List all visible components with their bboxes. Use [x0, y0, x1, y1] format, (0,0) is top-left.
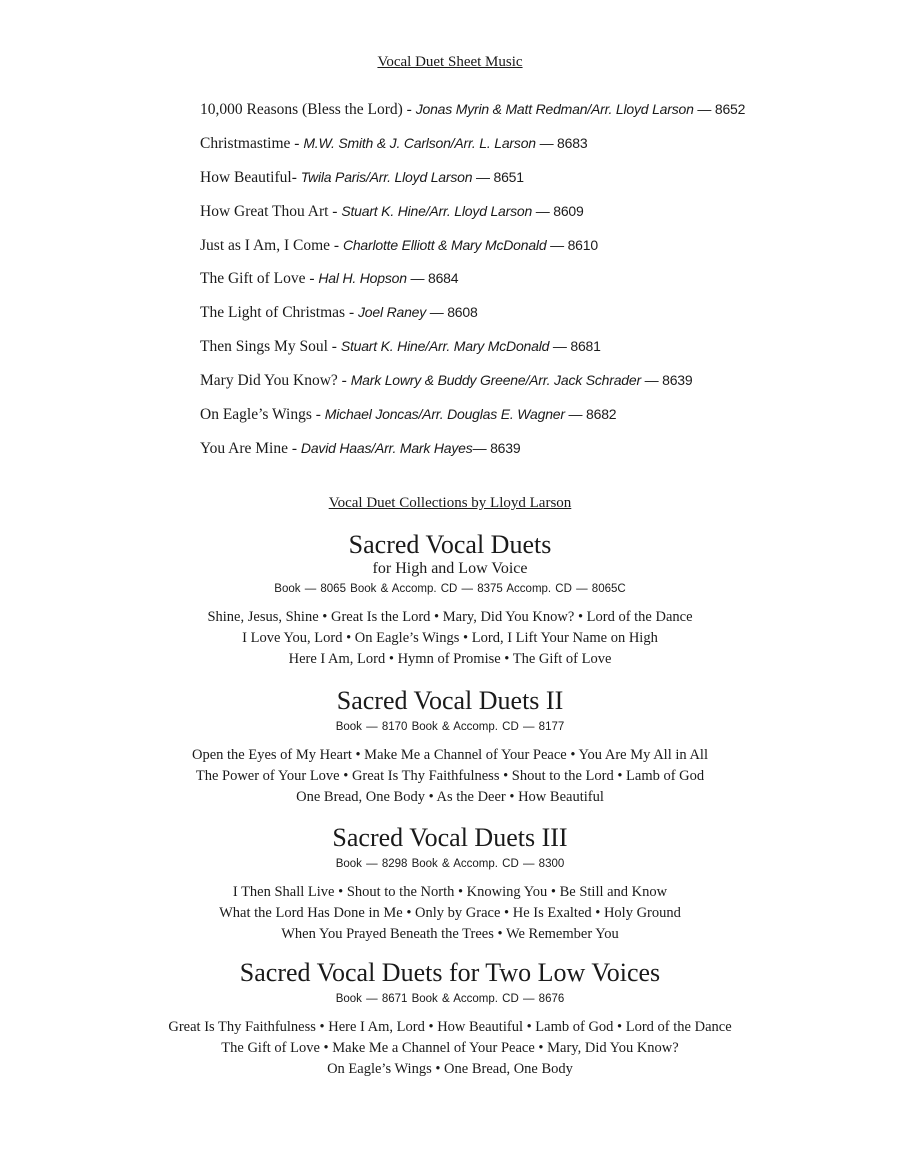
sheet-music-item	[200, 402, 880, 436]
song-line: Shine, Jesus, Shine • Great Is the Lord • Mary, Did You Know? • Lord of the Dance	[207, 609, 693, 625]
song-composer: Joel Raney	[358, 304, 427, 321]
song-line: One Bread, One Body • As the Deer • How Beautiful	[296, 789, 604, 805]
song-title: The Gift of Love -	[200, 270, 319, 288]
song-line: Open the Eyes of My Heart • Make Me a Channel of Your Peace • You Are My All in All	[192, 747, 708, 763]
song-code: — 8682	[564, 406, 617, 423]
collection-sacred-vocal-duets-ii	[0, 686, 900, 808]
song-title: Then Sings My Soul -	[200, 338, 341, 356]
collection-sacred-vocal-duets	[0, 530, 900, 670]
collection-title: Sacred Vocal Duets for Two Low Voices	[239, 958, 661, 987]
song-composer: M.W. Smith & J. Carlson/Arr. L. Larson	[303, 134, 536, 151]
sheet-music-item	[200, 165, 880, 199]
sheet-music-item	[200, 334, 880, 368]
song-title: Mary Did You Know? -	[200, 372, 351, 390]
song-line: Here I Am, Lord • Hymn of Promise • The Gift of Love	[288, 651, 612, 667]
song-code: — 8639	[472, 439, 521, 456]
sheet-music-heading: Vocal Duet Sheet Music	[377, 54, 523, 70]
collection-codes: Book — 8065 Book & Accomp. CD — 8375 Accomp. CD — 8065C	[274, 583, 626, 595]
song-title: On Eagle’s Wings -	[200, 406, 325, 424]
sheet-music-item	[200, 368, 880, 402]
collection-two-low-voices	[0, 958, 900, 1080]
sheet-music-list	[200, 97, 880, 470]
song-line: What the Lord Has Done in Me • Only by Grace • He Is Exalted • Holy Ground	[219, 905, 681, 921]
song-title: Christmastime -	[200, 134, 304, 152]
song-title: How Beautiful-	[200, 168, 301, 186]
collections-heading: Vocal Duet Collections by Lloyd Larson	[328, 495, 572, 511]
collection-song-list	[0, 745, 900, 808]
song-title: How Great Thou Art -	[200, 202, 342, 220]
collection-song-list	[0, 882, 900, 945]
song-line: The Gift of Love • Make Me a Channel of Your Peace • Mary, Did You Know?	[221, 1040, 679, 1056]
song-composer: Hal H. Hopson	[318, 270, 407, 287]
collection-title: Sacred Vocal Duets II	[336, 686, 564, 715]
song-title: You Are Mine -	[200, 439, 301, 457]
song-composer: Michael Joncas/Arr. Douglas E. Wagner	[324, 406, 565, 423]
song-code: — 8651	[472, 168, 524, 185]
song-code: — 8610	[546, 236, 598, 253]
song-line: When You Prayed Beneath the Trees • We Remember You	[281, 926, 619, 942]
song-composer: Jonas Myrin & Matt Redman/Arr. Lloyd Larson	[415, 101, 694, 117]
collection-title: Sacred Vocal Duets III	[332, 823, 568, 852]
song-code: — 8681	[549, 338, 601, 355]
sheet-music-item	[200, 199, 880, 233]
collection-codes: Book — 8170 Book & Accomp. CD — 8177	[335, 721, 565, 733]
sheet-music-item	[200, 300, 880, 334]
song-line: The Power of Your Love • Great Is Thy Faithfulness • Shout to the Lord • Lamb of God	[195, 768, 705, 784]
song-composer: Stuart K. Hine/Arr. Mary McDonald	[340, 338, 550, 355]
sheet-music-item	[200, 436, 880, 470]
song-composer: David Haas/Arr. Mark Hayes	[300, 439, 473, 456]
collection-sacred-vocal-duets-iii	[0, 823, 900, 945]
song-title: The Light of Christmas -	[200, 304, 358, 322]
sheet-music-item	[200, 233, 880, 267]
sheet-music-item	[200, 131, 880, 165]
song-composer: Twila Paris/Arr. Lloyd Larson	[300, 168, 473, 185]
collection-codes: Book — 8671 Book & Accomp. CD — 8676	[335, 993, 565, 1005]
sheet-music-item	[200, 97, 880, 131]
song-code: — 8639	[640, 372, 693, 389]
song-title: 10,000 Reasons (Bless the Lord) -	[200, 101, 416, 118]
collection-song-list	[0, 607, 900, 670]
collection-codes: Book — 8298 Book & Accomp. CD — 8300	[335, 858, 565, 870]
song-code: — 8684	[406, 270, 459, 287]
song-code: — 8608	[426, 304, 478, 321]
song-line: I Then Shall Live • Shout to the North • Knowing You • Be Still and Know	[232, 884, 668, 900]
collection-song-list	[0, 1017, 900, 1080]
song-code: — 8683	[535, 134, 588, 151]
song-code: — 8609	[532, 202, 584, 219]
song-composer: Stuart K. Hine/Arr. Lloyd Larson	[341, 202, 533, 219]
song-line: I Love You, Lord • On Eagle’s Wings • Lord, I Lift Your Name on High	[242, 630, 658, 646]
song-line: Great Is Thy Faithfulness • Here I Am, Lord • How Beautiful • Lamb of God • Lord of the Dance	[168, 1019, 732, 1035]
collection-title: Sacred Vocal Duets	[348, 530, 552, 559]
song-composer: Charlotte Elliott & Mary McDonald	[342, 236, 547, 253]
song-composer: Mark Lowry & Buddy Greene/Arr. Jack Schrader	[350, 372, 641, 389]
song-line: On Eagle’s Wings • One Bread, One Body	[327, 1061, 573, 1077]
song-title: Just as I Am, I Come -	[200, 236, 343, 254]
collection-subtitle: for High and Low Voice	[372, 560, 528, 577]
sheet-music-item	[200, 266, 880, 300]
song-code: — 8652	[693, 101, 746, 117]
